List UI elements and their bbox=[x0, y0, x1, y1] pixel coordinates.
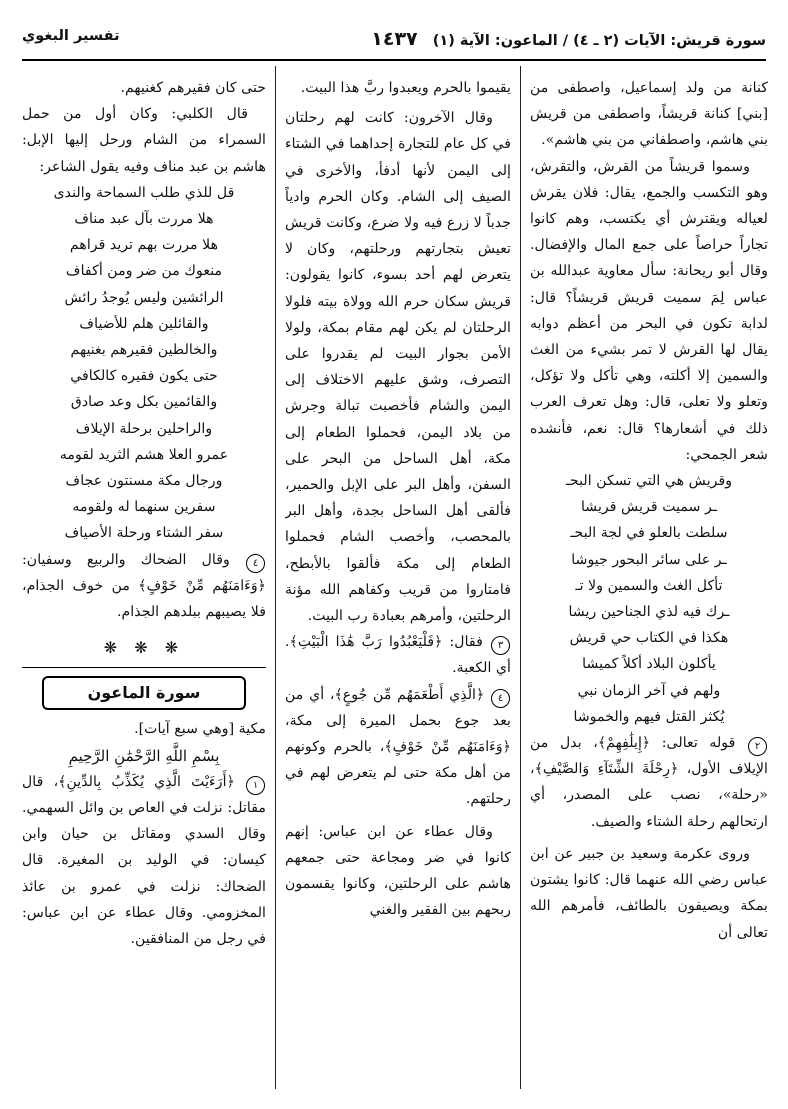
poem-line: سفر الشتاء ورحلة الأصياف bbox=[64, 525, 224, 542]
verse-number-marker: ٢ bbox=[748, 737, 767, 756]
poem-line: ـر على سائر البحور جيوشا bbox=[571, 551, 727, 568]
verse-number-marker: ٤ bbox=[246, 554, 265, 573]
poem-line: ورجال مكة مسنتون عجاف bbox=[65, 473, 223, 490]
poem-line: عمرو العلا هشم الثريد لقومه bbox=[59, 446, 229, 463]
poem-line: هكذا في الكتاب حي قريش bbox=[569, 630, 729, 647]
verse-text: ﴿أَرَءَيْتَ الَّذِي يُكَذِّبُ بِالدِّينِ﴾، قال مقاتل: نزلت في العاص بن وائل السهمي. وقال السدي ومقاتل بن حيان وابن كيسان: في الوليد بن المغيرة. قال الضحاك: نزلت في عمرو بن عائذ المخزومي. وقال عطاء عن ابن عباس: في رجل من المنافقين. bbox=[22, 773, 266, 948]
page-number: ١٤٣٧ bbox=[371, 28, 418, 50]
verse-number-marker: ٤ bbox=[491, 689, 510, 708]
poem-line: والراحلين برحلة الإيلاف bbox=[75, 420, 213, 437]
poem-line: يأكلون البلاد أكلاً كميشا bbox=[582, 656, 716, 673]
verse-text: فقال: ﴿فَلْيَعْبُدُوا رَبَّ هَٰذَا الْبَيْتِ﴾. أي الكعبة. bbox=[285, 634, 511, 677]
poem-line: منعوك من ضر ومن أكفاف bbox=[65, 263, 223, 280]
poem-line: يُكثر القتل فيهم والخموشا bbox=[573, 708, 725, 725]
basmala: بِسْمِ اللَّهِ الرَّحْمَٰنِ الرَّحِيمِ bbox=[68, 746, 220, 765]
poem-line: والقائمين بكل وعد صادق bbox=[70, 394, 218, 411]
poem-line: ـر سميت قريش قريشا bbox=[580, 499, 717, 516]
running-header bbox=[22, 22, 766, 56]
paragraph: يقيموا بالحرم ويعبدوا ربَّ هذا البيت. bbox=[300, 80, 511, 96]
section-stars: ❋ ❋ ❋ bbox=[103, 638, 185, 658]
paragraph: وقال الآخرون: كانت لهم رحلتان في كل عام للتجارة إحداهما في الشتاء إلى اليمن لأنها أدفأ، والأخرى في الصيف إلى الشام. وكان الحرم وادياً جدباً لا زرع فيه ولا ضرع، وكانت قريش تعيش بتجارتهم ورحلتهم، وكان لا يتعرض لهم أحد بسوء، كانوا يقولون: قريش سكان حرم الله وولاة بيته فلولا الرحلتان لم يكن لهم مقام بمكة، ولولا الأمن بجوار البيت لم يقدروا على التصرف، وشق عليهم الاختلاف إلى اليمن والشام فأخصبت تبالة وجرش من بلاد اليمن، فحملوا الطعام إلى مكة، أهل الساحل من البحر على السفن، وأهل البر على الإبل والحمير، فألقى أهل الساحل بجدة، وأهل البر بالمحصب، وأخصب الشام فحملوا الطعام إلى مكة فألقوا بالأبطح، فامتاروا من قريب وكفاهم الله مؤنة الرحلتين، وأمرهم بعبادة رب البيت. bbox=[285, 110, 511, 625]
paragraph: وسموا قريشاً من القرش، والتقرش، وهو التكسب والجمع، يقال: فلان يقرش لعياله ويقترش أي يكتسب، وهم كانوا تجاراً حراصاً على جمع المال والإفضال. وقال أبو ريحانة: سأل معاوية عبدالله بن عباس لِمَ سميت قريش قريشاً؟ قال: لدابة تكون في البحر من أعظم دوابه يقال لها القرش لا تمر بشيء من الغث والسمين إلا أكلته، وهي تأكل ولا تؤكل، وتعلو ولا تعلى، قال: وهل تعرف العرب ذلك في أشعارها؟ قال: نعم، فأنشده شعر الجمحي: bbox=[530, 158, 768, 463]
header-title-group bbox=[371, 28, 766, 50]
poem-line: حتى يكون فقيره كالكافي bbox=[70, 368, 218, 385]
poem-line: هلا مررت بهم تريد قراهم bbox=[69, 237, 219, 254]
verse-number-marker: ٣ bbox=[491, 636, 510, 655]
header-surah-title: سورة قريش: الآيات (٢ ـ ٤) / الماعون: الآية (١) bbox=[432, 33, 766, 49]
verse-commentary bbox=[285, 629, 511, 681]
poem-line: ـرك فيه لذي الجناحين ريشا bbox=[568, 604, 730, 621]
verse-text: وقال الضحاك والربيع وسفيان: ﴿وَءَامَنَهُم مِّنْ خَوْفٍ﴾ من خوف الجذام، فلا يصيبهم ببلدهم الجذام. bbox=[22, 551, 266, 621]
verse-text: ﴿الَّذِي أَطْعَمَهُم مِّن جُوعٍ﴾، أي من بعد جوع بحمل الميرة إلى مكة، ﴿وَءَامَنَهُم مِّنْ خَوْفٍ﴾، بالحرم وكونهم من أهل مكة حتى لم يتعرض لهم في رحلتهم. bbox=[285, 686, 511, 808]
paragraph: وقال عطاء عن ابن عباس: إنهم كانوا في ضر ومجاعة حتى جمعهم هاشم على الرحلتين، وكانوا يقسمون ربحهم بين الفقير والغني bbox=[285, 823, 511, 919]
paragraph: قال الكلبي: وكان أول من حمل السمراء من الشام ورحل إليها الإبل: هاشم بن عبد مناف وفيه يقول الشاعر: bbox=[22, 106, 266, 175]
surah-title-box: سورة الماعون bbox=[42, 676, 246, 710]
poem-line: والقائلين هلم للأضياف bbox=[79, 315, 209, 332]
book-title: تفسير البغوي bbox=[22, 28, 120, 44]
poem-jumahi bbox=[530, 468, 768, 730]
poem-line: الرائشين وليس يُوجدُ رائش bbox=[64, 289, 224, 306]
verse-commentary bbox=[285, 682, 511, 813]
verse-commentary bbox=[530, 730, 768, 835]
poem-hashim bbox=[22, 180, 266, 547]
poem-line: سلطت بالعلو في لجة البحـ bbox=[570, 525, 728, 542]
section-separator bbox=[22, 667, 266, 668]
poem-line: قل للذي طلب السماحة والندى bbox=[53, 184, 235, 201]
poem-line: هلا مررت بآل عبد مناف bbox=[74, 211, 214, 228]
surah-meta: مكية [وهي سبع آيات]. bbox=[134, 721, 266, 738]
column-middle bbox=[285, 75, 511, 1100]
verse-commentary bbox=[22, 769, 266, 952]
verse-text: قوله تعالى: ﴿إِيلَٰفِهِمْ﴾، بدل من الإيلاف الأول، ﴿رِحْلَةَ الشِّتَآءِ وَالصَّيْفِ﴾، «رحلة»، نصب على المصدر، أي ارتحالهم رحلة الشتاء والصيف. bbox=[530, 735, 768, 830]
poem-line: سفرين سنهما له ولقومه bbox=[72, 499, 216, 516]
poem-line: والخالطين فقيرهم بغنيهم bbox=[70, 342, 218, 359]
column-right bbox=[530, 75, 768, 1100]
header-rule bbox=[22, 59, 766, 61]
column-divider-left bbox=[275, 66, 276, 1089]
verse-number-marker: ١ bbox=[246, 776, 265, 795]
paragraph: كنانة من ولد إسماعيل، واصطفى من [بني] كنانة قريشاً، واصطفى من قريش بني هاشم، واصطفاني من بني هاشم». bbox=[530, 80, 768, 149]
poem-line: وقريش هي التي تسكن البحـ bbox=[565, 473, 733, 490]
poem-line: ولهم في آخر الزمان نبي bbox=[577, 682, 721, 699]
column-divider-right bbox=[520, 66, 521, 1089]
column-left bbox=[22, 75, 266, 1100]
paragraph: وروى عكرمة وسعيد بن جبير عن ابن عباس رضي الله عنهما قال: كانوا يشتون بمكة ويصيفون بالطائف، فأمرهم الله تعالى أن bbox=[530, 845, 768, 941]
verse-commentary bbox=[22, 547, 266, 626]
paragraph: حتى كان فقيرهم كغنيهم. bbox=[120, 80, 266, 96]
poem-line: تأكل الغث والسمين ولا تـ bbox=[575, 577, 723, 594]
